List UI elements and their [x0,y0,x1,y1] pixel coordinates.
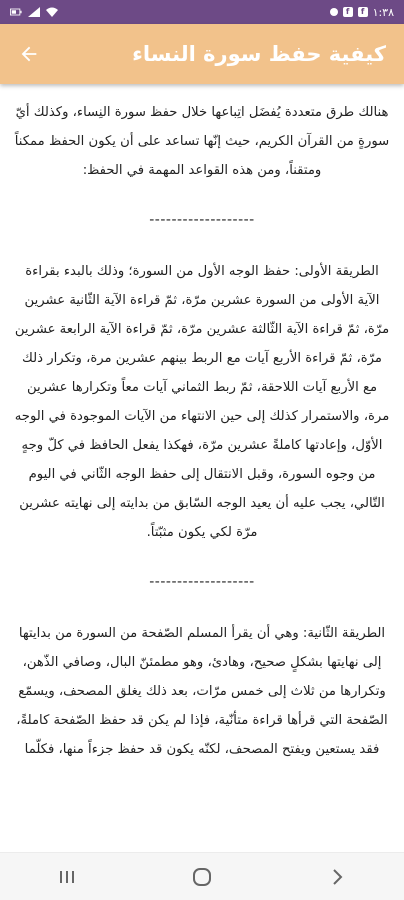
nav-back-button[interactable] [307,857,367,897]
status-right-icons [330,6,394,19]
wifi-icon [46,7,58,17]
app-bar [0,24,404,84]
arrow-left-icon [18,43,40,65]
system-nav-bar [0,852,404,900]
recent-apps-button[interactable] [37,857,97,897]
recent-apps-icon [58,869,76,885]
home-icon [192,867,212,887]
separator: ------------------- [149,212,255,228]
method-two-paragraph: الطريقة الثّانية: وهي أن يقرأ المسلم الصّفحة من السورة من بدايتها إلى نهايتها بشكلٍ صحيح، وهادئ، وهو مطمئنّ البال، وصافي الذّهن، وتكرارها من ثلاث إلى خمس مرّات، بعد ذلك يغلق المصحف، ويسمّع الصّفحة التي قرأها قراءة متأنّية، فإذا لم يكن قد حفظ الصّفحة كاملةً، فقد يستعين ويفتح المصحف، لكنّه يكون قد حفظ جزءاً منها، فكلّما [16,626,388,757]
back-icon [329,868,345,886]
method-one-paragraph: الطريقة الأولى: حفظ الوجه الأول من السورة؛ وذلك بالبدء بقراءة الآية الأولى من السورة عشرين مرّة، ثمّ قراءة الآية الثّانية عشرين مرّة، ثمّ قراءة الآية الثّالثة عشرين مرّة، ثمّ قراءة الآية الرابعة عشرين مرّة، ثمّ قراءة الأربع آيات مع الربط بينهم عشرين مرة، وتكرار ذلك مع الأربع آيات اللاحقة، ثمّ ربط الثماني آيات معاً وتكرارها عشرين مرة، والاستمرار كذلك إلى حين الانتهاء من الآيات الموجودة في الوجه الأوّل، وإعادتها كاملةً عشرين مرّة، فهكذا يفعل الحافظ في كلّ وجهٍ من وجوه السورة، وقبل الانتقال إلى حفظ الوجه الثّاني في اليوم التّالي، يجب عليه أن يعيد الوجه السّابق من بدايته إلى نهايته عشرين مرّة لكي يكون مثبّتاً. [14,264,390,540]
signal-icon [28,7,40,17]
back-button[interactable] [14,39,44,69]
separator: ------------------- [149,574,255,590]
facebook-icon: f [358,7,368,17]
status-time: ١:٣٨ [372,5,394,19]
status-left-icons [10,7,58,17]
notification-icon [330,8,338,16]
intro-paragraph: هنالك طرق متعددة يُفضَل اتِباعها خلال حفظ سورة النِساء، وكذلك أيّ سورةٍ من القرآن الكريم، حيث إنّها تساعد على أن يكون الحفظ ممكناً ومتقناً، ومن هذه القواعد المهمة في الحفظ: [14,105,390,178]
facebook-icon: f [343,7,353,17]
status-bar [0,0,404,24]
battery-icon [10,7,22,17]
home-button[interactable] [172,857,232,897]
page-title: كيفية حفظ سورة النساء [132,42,386,66]
article-content[interactable] [0,84,404,852]
